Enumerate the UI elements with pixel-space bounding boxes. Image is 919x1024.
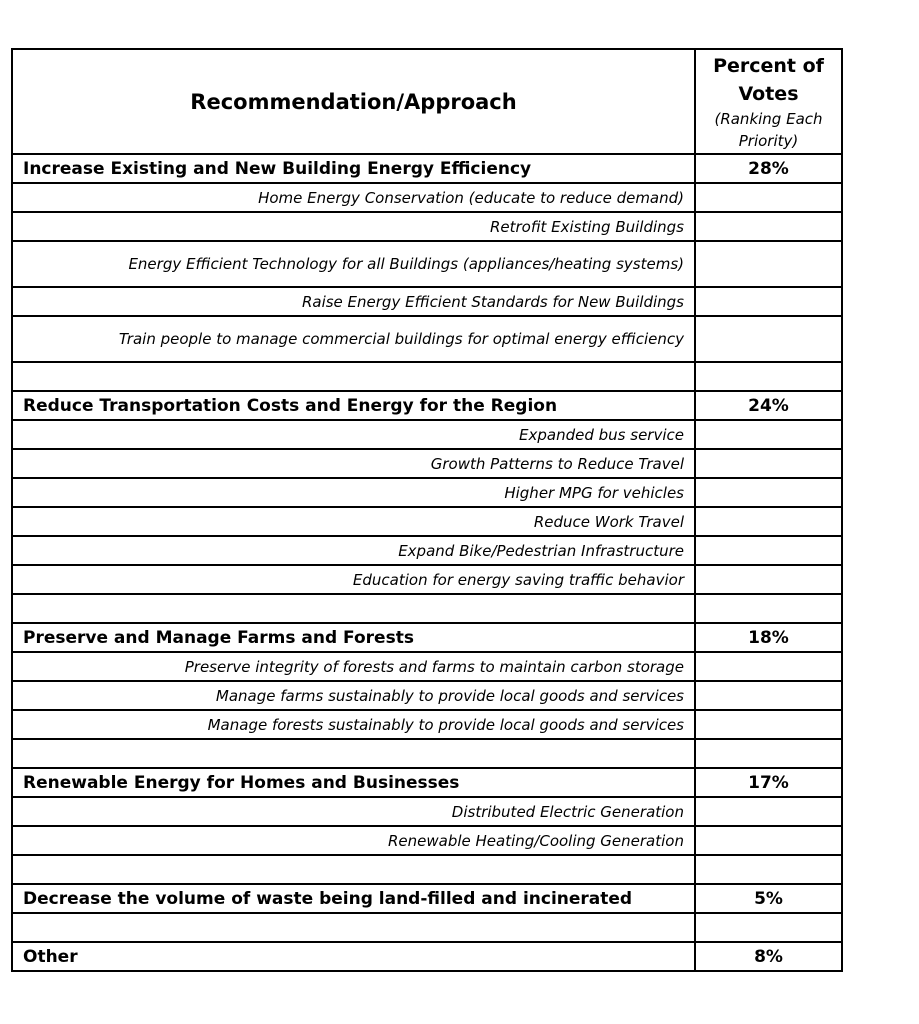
spacer-cell [695, 362, 842, 391]
recommendation-column-header: Recommendation/Approach [12, 49, 695, 154]
item-label: Growth Patterns to Reduce Travel [12, 449, 695, 478]
category-label: Preserve and Manage Farms and Forests [12, 623, 695, 652]
item-row [12, 287, 842, 316]
item-label: Raise Energy Efficient Standards for New Buildings [12, 287, 695, 316]
item-percent-cell [695, 797, 842, 826]
item-percent-cell [695, 287, 842, 316]
percent-column-header [695, 49, 842, 154]
item-label: Reduce Work Travel [12, 507, 695, 536]
spacer-row [12, 362, 842, 391]
item-label: Distributed Electric Generation [12, 797, 695, 826]
category-label: Increase Existing and New Building Energy Efficiency [12, 154, 695, 183]
item-percent-cell [695, 826, 842, 855]
spacer-row [12, 855, 842, 884]
item-percent-cell [695, 449, 842, 478]
item-row [12, 316, 842, 362]
spacer-cell [12, 362, 695, 391]
item-row [12, 826, 842, 855]
item-label: Manage forests sustainably to provide local goods and services [12, 710, 695, 739]
item-row [12, 710, 842, 739]
category-row [12, 391, 842, 420]
spacer-cell [12, 855, 695, 884]
spacer-cell [12, 739, 695, 768]
category-percent: 18% [695, 623, 842, 652]
spacer-cell [695, 913, 842, 942]
spacer-row [12, 739, 842, 768]
item-label: Home Energy Conservation (educate to reduce demand) [12, 183, 695, 212]
percent-header-title: Percent of Votes [713, 54, 824, 105]
item-percent-cell [695, 316, 842, 362]
category-percent: 5% [695, 884, 842, 913]
item-label: Retrofit Existing Buildings [12, 212, 695, 241]
item-row [12, 478, 842, 507]
spacer-row [12, 913, 842, 942]
item-label: Preserve integrity of forests and farms to maintain carbon storage [12, 652, 695, 681]
category-row [12, 884, 842, 913]
item-percent-cell [695, 420, 842, 449]
category-label: Decrease the volume of waste being land-filled and incinerated [12, 884, 695, 913]
table-body [12, 154, 842, 971]
item-row [12, 507, 842, 536]
spacer-cell [695, 739, 842, 768]
spacer-cell [695, 594, 842, 623]
item-label: Manage farms sustainably to provide local goods and services [12, 681, 695, 710]
item-percent-cell [695, 652, 842, 681]
item-row [12, 212, 842, 241]
item-row [12, 536, 842, 565]
item-percent-cell [695, 478, 842, 507]
item-label: Expanded bus service [12, 420, 695, 449]
item-percent-cell [695, 536, 842, 565]
item-row [12, 449, 842, 478]
category-label: Renewable Energy for Homes and Businesses [12, 768, 695, 797]
item-label: Expand Bike/Pedestrian Infrastructure [12, 536, 695, 565]
spacer-cell [12, 913, 695, 942]
item-percent-cell [695, 507, 842, 536]
percent-header-subtitle: (Ranking Each Priority) [714, 109, 823, 150]
item-label: Energy Efficient Technology for all Buildings (appliances/heating systems) [12, 241, 695, 287]
spacer-cell [695, 855, 842, 884]
spacer-cell [12, 594, 695, 623]
item-percent-cell [695, 681, 842, 710]
item-row [12, 183, 842, 212]
category-row [12, 154, 842, 183]
item-row [12, 681, 842, 710]
category-percent: 24% [695, 391, 842, 420]
item-row [12, 241, 842, 287]
spacer-row [12, 594, 842, 623]
item-percent-cell [695, 183, 842, 212]
item-label: Renewable Heating/Cooling Generation [12, 826, 695, 855]
item-row [12, 652, 842, 681]
category-percent: 17% [695, 768, 842, 797]
item-label: Education for energy saving traffic behavior [12, 565, 695, 594]
item-row [12, 565, 842, 594]
item-percent-cell [695, 212, 842, 241]
item-percent-cell [695, 241, 842, 287]
table-header-row [12, 49, 842, 154]
recommendation-table [11, 48, 843, 972]
item-percent-cell [695, 565, 842, 594]
category-row [12, 768, 842, 797]
item-label: Train people to manage commercial buildings for optimal energy efficiency [12, 316, 695, 362]
category-label: Reduce Transportation Costs and Energy for the Region [12, 391, 695, 420]
item-label: Higher MPG for vehicles [12, 478, 695, 507]
category-percent: 8% [695, 942, 842, 971]
category-row [12, 623, 842, 652]
item-percent-cell [695, 710, 842, 739]
item-row [12, 797, 842, 826]
category-label: Other [12, 942, 695, 971]
item-row [12, 420, 842, 449]
category-percent: 28% [695, 154, 842, 183]
category-row [12, 942, 842, 971]
